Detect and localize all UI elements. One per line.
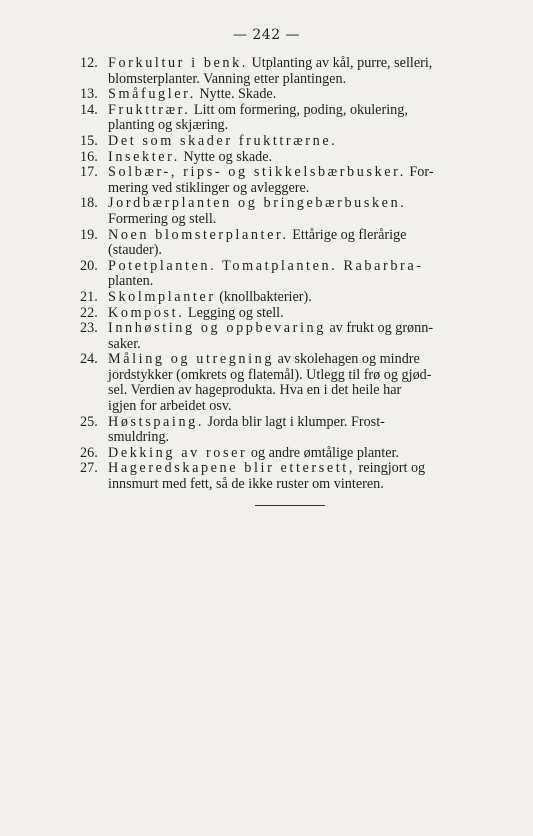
item-description: og andre ømtålige planter. — [247, 444, 399, 461]
list-item — [80, 306, 490, 322]
item-description: (knollbakterier). — [215, 288, 312, 305]
item-line — [108, 290, 490, 306]
item-line — [108, 87, 490, 103]
item-description: For- — [405, 164, 434, 181]
item-title: Hageredskapene blir ettersett, — [108, 460, 355, 477]
item-text — [108, 352, 490, 414]
item-text — [108, 228, 490, 259]
item-description: Legging og stell. — [184, 304, 284, 321]
item-line — [108, 259, 490, 275]
item-text — [108, 259, 490, 290]
page-number: — 242 — — [232, 27, 301, 43]
item-text — [108, 461, 490, 492]
item-line — [108, 461, 490, 477]
item-title: Potetplanten. Tomatplanten. Rabarbra- — [108, 257, 424, 274]
item-title: Måling og utregning — [108, 351, 275, 368]
item-line — [108, 352, 490, 368]
item-text — [108, 56, 490, 87]
item-number: 27. — [80, 460, 98, 477]
list-item — [80, 103, 490, 134]
item-text — [108, 87, 490, 103]
item-title: Skolmplanter — [108, 288, 216, 305]
item-line: Formering og stell. — [108, 210, 217, 227]
item-title: Kompost. — [108, 304, 185, 321]
item-line — [108, 165, 490, 181]
item-line — [108, 196, 490, 212]
item-title: Insekter. — [108, 148, 180, 165]
item-number: 12. — [80, 55, 98, 71]
item-number: 19. — [80, 226, 98, 243]
item-number: 16. — [80, 148, 98, 165]
item-line: innsmurt med fett, så de ikke ruster om vinteren. — [108, 476, 384, 493]
item-title: Forkultur i benk. — [108, 55, 248, 71]
item-line: jordstykker (omkrets og flatemål). Utlegg til frø og gjød- — [108, 366, 432, 383]
list-item — [80, 290, 490, 306]
item-number: 24. — [80, 351, 98, 368]
item-line: igjen for arbeidet osv. — [108, 398, 232, 415]
item-number: 13. — [80, 86, 98, 103]
item-line — [108, 134, 490, 150]
item-description: Litt om formering, poding, okulering, — [190, 101, 408, 118]
item-number: 20. — [80, 257, 98, 274]
list-item — [80, 196, 490, 227]
item-line: planting og skjæring. — [108, 117, 229, 134]
item-line — [108, 446, 490, 462]
item-title: Det som skader frukttrærne. — [108, 132, 338, 149]
item-text — [108, 134, 490, 150]
item-description: Utplanting av kål, purre, selleri, — [247, 55, 433, 71]
item-number: 15. — [80, 132, 98, 149]
list-item — [80, 352, 490, 414]
item-text — [108, 306, 490, 322]
item-line: mering ved stiklinger og avleggere. — [108, 179, 310, 196]
item-title: Småfugler. — [108, 86, 196, 103]
item-line: (stauder). — [108, 242, 162, 259]
item-line: blomsterplanter. Vanning etter plantingen. — [108, 70, 347, 87]
item-title: Frukttrær. — [108, 101, 191, 118]
list-item — [80, 321, 490, 352]
item-text — [108, 150, 490, 166]
item-title: Innhøsting og oppbevaring — [108, 320, 326, 337]
item-number: 21. — [80, 288, 98, 305]
item-line — [108, 228, 490, 244]
item-description: reingjort og — [355, 460, 426, 477]
item-line — [108, 56, 490, 72]
list-item — [80, 87, 490, 103]
item-number: 22. — [80, 304, 98, 321]
item-number: 25. — [80, 413, 98, 430]
item-text — [108, 165, 490, 196]
item-title: Solbær-, rips- og stikkelsbærbusker. — [108, 164, 406, 181]
list-item — [80, 56, 490, 87]
item-text — [108, 103, 490, 134]
end-rule — [255, 505, 325, 506]
item-text — [108, 196, 490, 227]
item-text — [108, 290, 490, 306]
item-title: Jordbærplanten og bringebærbusken. — [108, 195, 407, 212]
list-item — [80, 228, 490, 259]
item-line — [108, 103, 490, 119]
item-text — [108, 415, 490, 446]
item-number: 14. — [80, 101, 98, 118]
item-line — [108, 415, 490, 431]
item-line — [108, 321, 490, 337]
item-description: av skolehagen og mindre — [274, 351, 420, 368]
list-item — [80, 446, 490, 462]
item-text — [108, 446, 490, 462]
item-number: 26. — [80, 444, 98, 461]
item-number: 18. — [80, 195, 98, 212]
item-description: Nytte. Skade. — [195, 86, 277, 103]
list-item — [80, 134, 490, 150]
item-line: sel. Verdien av hageprodukta. Hva en i det heile har — [108, 382, 402, 399]
item-title: Dekking av roser — [108, 444, 248, 461]
item-description: Jorda blir lagt i klumper. Frost- — [204, 413, 385, 430]
item-description: av frukt og grønn- — [325, 320, 434, 337]
list-item — [80, 415, 490, 446]
list-item — [80, 150, 490, 166]
topic-list — [80, 56, 490, 493]
item-title: Noen blomsterplanter. — [108, 226, 289, 243]
list-item — [80, 461, 490, 492]
item-line: saker. — [108, 335, 141, 352]
item-line — [108, 150, 490, 166]
item-number: 23. — [80, 320, 98, 337]
item-description: Ettårige og flerårige — [288, 226, 407, 243]
item-line: smuldring. — [108, 429, 170, 446]
item-line: planten. — [108, 273, 154, 290]
item-text — [108, 321, 490, 352]
item-line — [108, 306, 490, 322]
list-item — [80, 165, 490, 196]
item-title: Høstspaing. — [108, 413, 204, 430]
list-item — [80, 259, 490, 290]
item-description: Nytte og skade. — [179, 148, 273, 165]
item-number: 17. — [80, 164, 98, 181]
